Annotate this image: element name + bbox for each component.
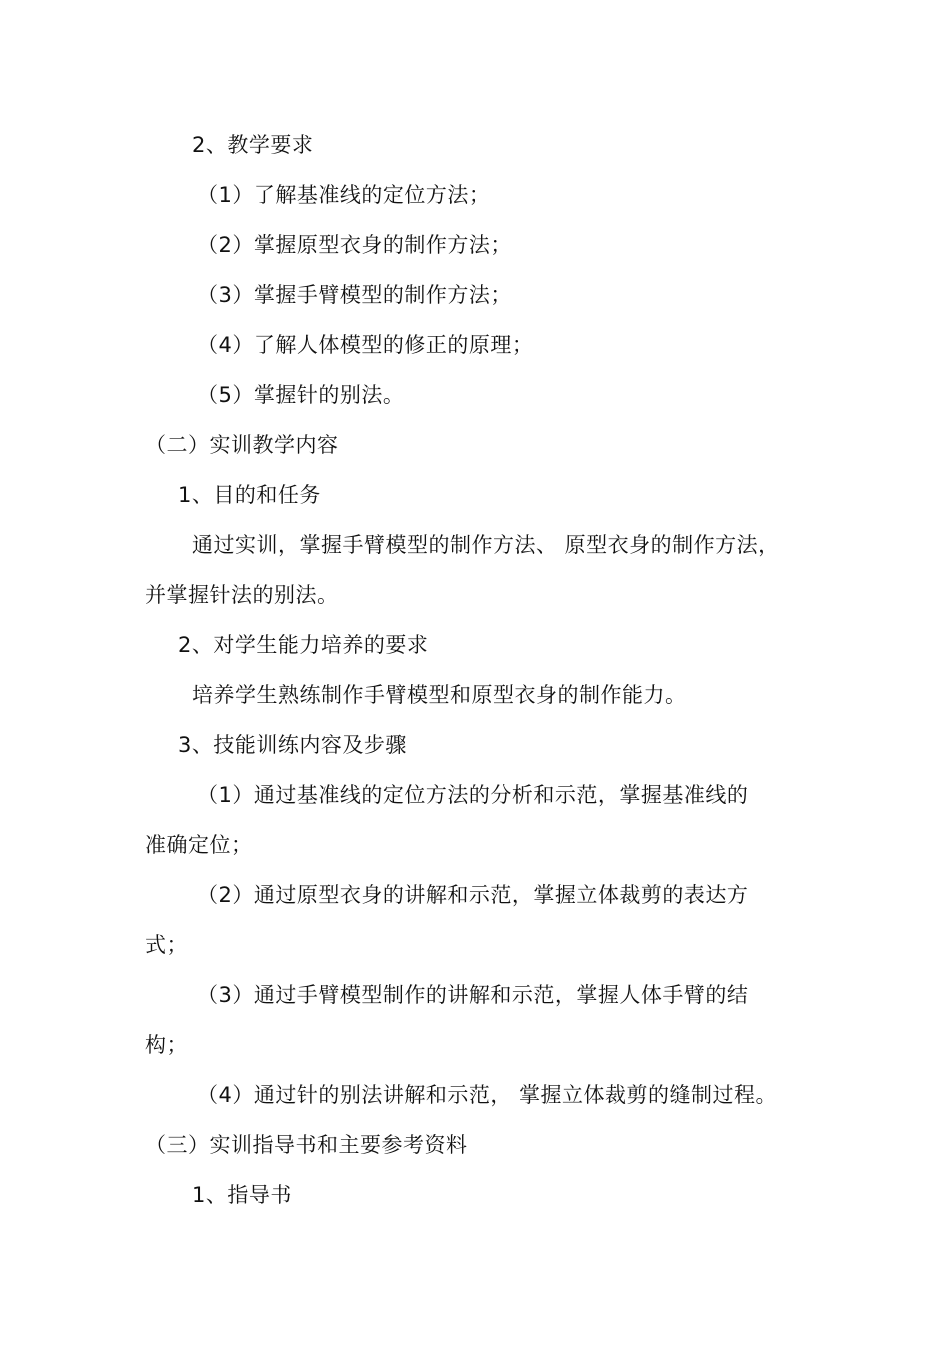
skill-item-3-line-2: 构；: [145, 1033, 188, 1057]
section-heading-guide-references: （三）实训指导书和主要参考资料: [145, 1133, 468, 1157]
skill-item-4: （4）通过针的别法讲解和示范， 掌握立体裁剪的缝制过程。: [197, 1083, 778, 1107]
skill-item-3-line-1: （3）通过手臂模型制作的讲解和示范，掌握人体手臂的结: [197, 983, 749, 1007]
skill-item-2-line-2: 式；: [145, 933, 188, 957]
subheading-purpose: 1、目的和任务: [178, 483, 321, 507]
requirement-item-2: （2）掌握原型衣身的制作方法；: [197, 233, 512, 257]
requirement-item-1: （1）了解基准线的定位方法；: [197, 183, 491, 207]
skill-item-1-line-1: （1）通过基准线的定位方法的分析和示范，掌握基准线的: [197, 783, 749, 807]
subheading-ability-requirements: 2、对学生能力培养的要求: [178, 633, 429, 657]
skill-item-2-line-1: （2）通过原型衣身的讲解和示范，掌握立体裁剪的表达方: [197, 883, 749, 907]
section-heading-teaching-requirements: 2、教学要求: [192, 133, 314, 157]
requirement-item-5: （5）掌握针的别法。: [197, 383, 405, 407]
paragraph-purpose-line-2: 并掌握针法的别法。: [145, 583, 339, 607]
paragraph-ability: 培养学生熟练制作手臂模型和原型衣身的制作能力。: [192, 683, 687, 707]
subheading-skill-training: 3、技能训练内容及步骤: [178, 733, 407, 757]
section-heading-training-content: （二）实训教学内容: [145, 433, 339, 457]
requirement-item-4: （4）了解人体模型的修正的原理；: [197, 333, 534, 357]
subheading-guide-book: 1、指导书: [192, 1183, 292, 1207]
skill-item-1-line-2: 准确定位；: [145, 833, 253, 857]
requirement-item-3: （3）掌握手臂模型的制作方法；: [197, 283, 512, 307]
paragraph-purpose-line-1: 通过实训，掌握手臂模型的制作方法、 原型衣身的制作方法，: [192, 533, 780, 557]
